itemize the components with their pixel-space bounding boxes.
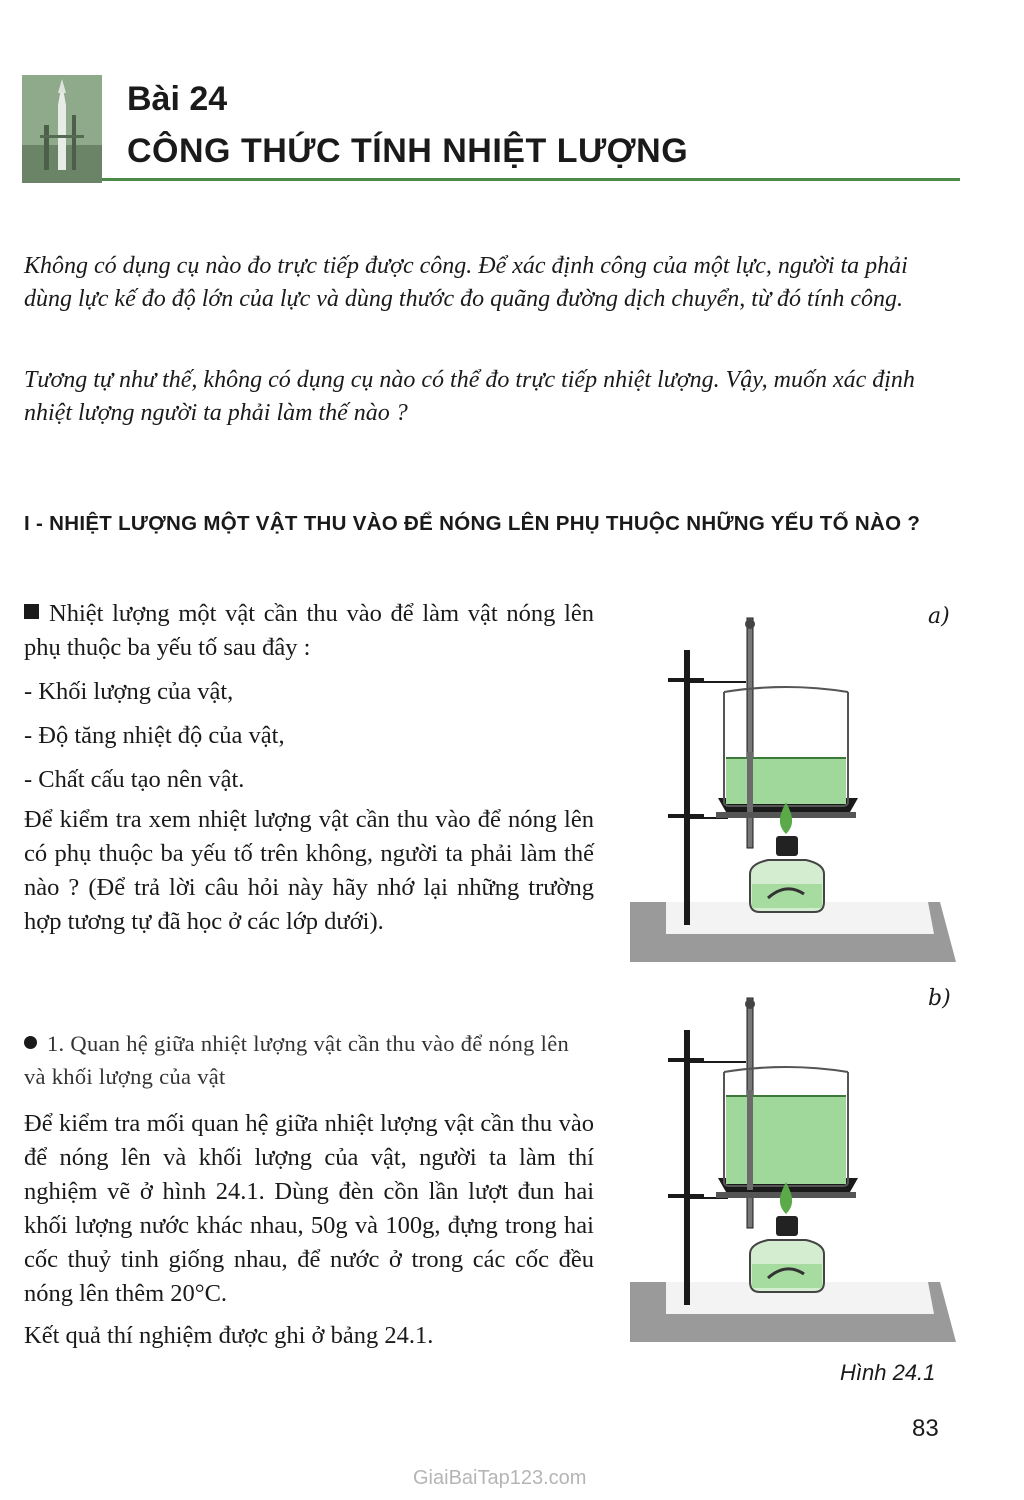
section-heading: I - NHIỆT LƯỢNG MỘT VẬT THU VÀO ĐỂ NÓNG LÊN PHỤ THUỘC NHỮNG YẾU TỐ NÀO ? (24, 512, 921, 535)
subsection-heading-text: 1. Quan hệ giữa nhiệt lượng vật cần thu vào để nóng lên và khối lượng của vật (24, 1031, 570, 1089)
intro-paragraph-2: Tương tự như thế, không có dụng cụ nào có thể đo trực tiếp nhiệt lượng. Vậy, muốn xác định nhiệt lượng người ta phải làm thế nào ? (24, 367, 915, 426)
factor-item: - Chất cấu tạo nên vật. (24, 766, 245, 793)
factor-item: - Khối lượng của vật, (24, 678, 234, 705)
figure-b-apparatus (628, 992, 958, 1342)
experiment-paragraph: Để kiểm tra mối quan hệ giữa nhiệt lượng vật cần thu vào để nóng lên và khối lượng của vật, người ta làm thí nghiệm vẽ ở hình 24.1. Dùng đèn cồn lần lượt đun hai khối lượng nước khác nhau, 50g và 100g, đựng trong hai cốc thuỷ tinh giống nhau, để nước ở trong các cốc đều nóng lên thêm 20°C. (24, 1110, 594, 1307)
square-bullet-icon (24, 604, 39, 619)
page-number: 83 (912, 1415, 939, 1442)
factors-block (24, 597, 594, 939)
rocket-thumbnail-graphic (22, 75, 102, 183)
figure-label-b: b) (928, 986, 951, 1011)
factor-item: - Độ tăng nhiệt độ của vật, (24, 722, 285, 749)
subsection-block (24, 1027, 594, 1353)
lesson-title: CÔNG THỨC TÍNH NHIỆT LƯỢNG (127, 132, 689, 170)
lesson-thumbnail-image (22, 75, 102, 183)
figure-a-apparatus (628, 612, 958, 962)
title-divider (102, 178, 960, 181)
intro-paragraph-1: Không có dụng cụ nào đo trực tiếp được công. Để xác định công của một lực, người ta phải dùng lực kế đo độ lớn của lực và dùng thước đo quãng đường dịch chuyển, từ đó tính công. (24, 253, 908, 312)
lead-paragraph (24, 597, 594, 665)
question-paragraph: Để kiểm tra xem nhiệt lượng vật cần thu vào để nóng lên có phụ thuộc ba yếu tố trên không, người ta phải làm thế nào ? (Để trả lời câu hỏi này hãy nhớ lại những trường hợp tương tự đã học ở các lớp dưới). (24, 806, 594, 935)
subsection-heading (24, 1027, 594, 1093)
lead-text: Nhiệt lượng một vật cần thu vào để làm vật nóng lên phụ thuộc ba yếu tố sau đây : (24, 600, 594, 661)
result-paragraph: Kết quả thí nghiệm được ghi ở bảng 24.1. (24, 1322, 434, 1349)
figure-caption: Hình 24.1 (840, 1360, 936, 1385)
lesson-number: Bài 24 (127, 80, 228, 118)
round-bullet-icon (24, 1036, 37, 1049)
watermark-text: GiaiBaiTap123.com (413, 1467, 587, 1489)
figure-label-a: a) (928, 604, 950, 629)
